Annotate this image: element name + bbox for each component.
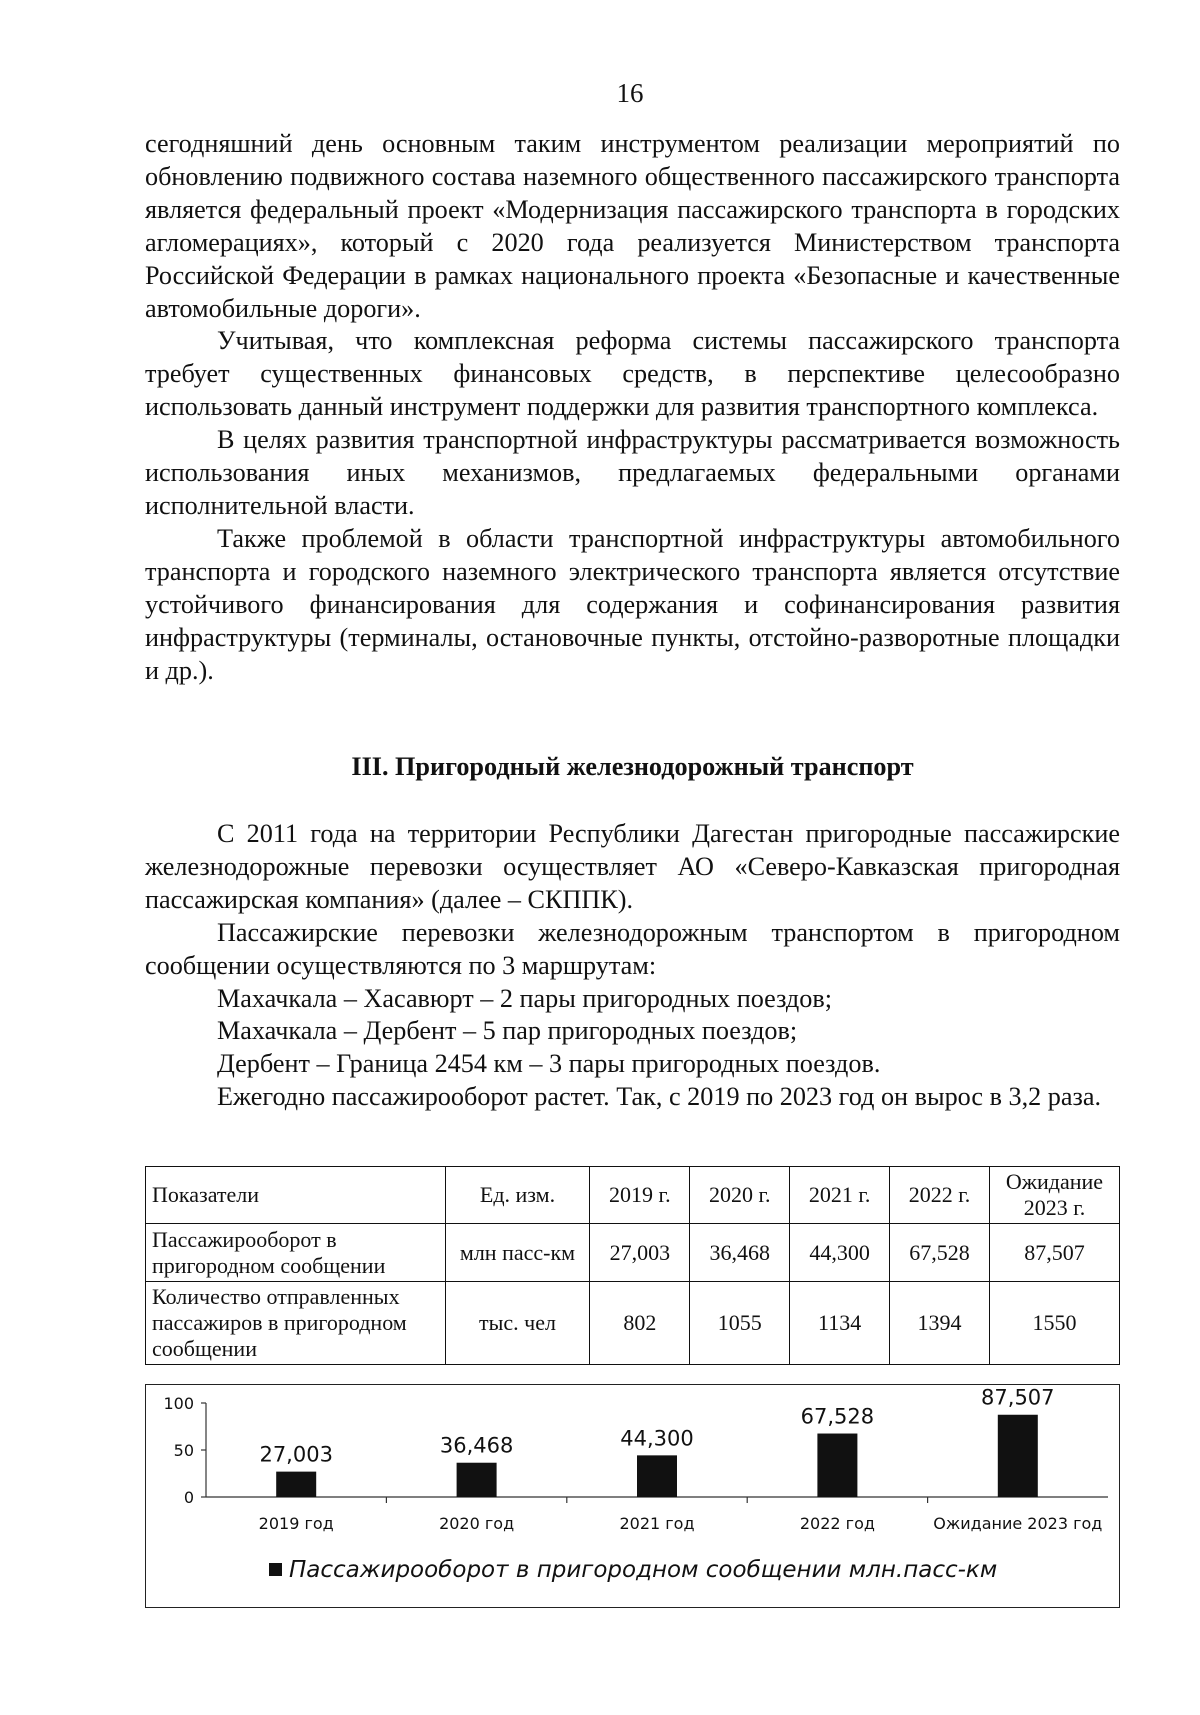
paragraph-mechanisms: В целях развития транспортной инфраструктуры рассматривается возможность использования иных механизмов, предлагаемых федеральными органами исполнительной власти. bbox=[145, 425, 1120, 520]
route-item: Дербент – Граница 2454 км – 3 пары пригородных поездов. bbox=[217, 1049, 881, 1079]
table-cell: тыс. чел bbox=[445, 1282, 590, 1365]
legend-swatch bbox=[269, 1563, 282, 1576]
table-header-cell: Ожидание 2023 г. bbox=[989, 1167, 1119, 1224]
table-cell: млн пасс-км bbox=[445, 1224, 590, 1282]
paragraph-infrastructure: Также проблемой в области транспортной инфраструктуры автомобильного транспорта и городского наземного электрического транспорта является отсутствие устойчивого финансирования для содержания и софинансирования развития инфраструктуры (терминалы, остановочные пункты, отстойно-разворотные площадки и др.). bbox=[145, 523, 1120, 685]
y-tick-label: 100 bbox=[163, 1394, 194, 1413]
route-item: Махачкала – Дербент – 5 пар пригородных поездов; bbox=[217, 1016, 798, 1046]
passenger-table bbox=[145, 1166, 1120, 1365]
section-heading: III. Пригородный железнодорожный транспорт bbox=[351, 752, 914, 781]
bar bbox=[998, 1415, 1038, 1497]
x-tick-label: 2021 год bbox=[619, 1514, 695, 1533]
data-label: 44,300 bbox=[620, 1426, 694, 1451]
table-cell: Пассажирооборот в пригородном сообщении bbox=[146, 1224, 446, 1282]
x-tick-label: 2020 год bbox=[439, 1514, 515, 1533]
table-header-cell: 2020 г. bbox=[690, 1167, 790, 1224]
data-label: 87,507 bbox=[981, 1385, 1055, 1410]
legend-label: Пассажирооборот в пригородном сообщении млн.пасс-км bbox=[289, 1557, 998, 1583]
table-row bbox=[146, 1224, 1120, 1282]
y-tick-label: 50 bbox=[173, 1441, 194, 1460]
bar-chart-svg bbox=[146, 1385, 1119, 1607]
table-cell: 36,468 bbox=[690, 1224, 790, 1282]
data-label: 67,528 bbox=[800, 1404, 875, 1429]
table-header-cell: 2022 г. bbox=[890, 1167, 990, 1224]
x-tick-label: 2019 год bbox=[258, 1514, 334, 1533]
route-item: Махачкала – Хасавюрт – 2 пары пригородных поездов; bbox=[217, 983, 832, 1013]
table-header-cell: 2019 г. bbox=[590, 1167, 690, 1224]
paragraph-routes-intro: Пассажирские перевозки железнодорожным транспортом в пригородном сообщении осуществляются по 3 маршрутам: bbox=[145, 917, 1120, 980]
data-label: 27,003 bbox=[259, 1442, 333, 1467]
table-cell: 802 bbox=[590, 1282, 690, 1365]
x-tick-label: 2022 год bbox=[799, 1514, 875, 1533]
paragraph-operator: С 2011 года на территории Республики Дагестан пригородные пассажирские железнодорожные перевозки осуществляет АО «Северо-Кавказская пригородная пассажирская компания» (далее – СКППК). bbox=[145, 819, 1120, 914]
table-header-cell: Ед. изм. bbox=[445, 1167, 590, 1224]
paragraph-growth: Ежегодно пассажирооборот растет. Так, с 2019 по 2023 год он вырос в 3,2 раза. bbox=[217, 1082, 1102, 1112]
body-text-top bbox=[145, 128, 1120, 687]
x-tick-label: Ожидание 2023 год bbox=[933, 1514, 1103, 1533]
table-cell: Количество отправленных пассажиров в пригородном сообщении bbox=[146, 1282, 446, 1365]
bar bbox=[637, 1455, 677, 1497]
paragraph-reform: Учитывая, что комплексная реформа системы пассажирского транспорта требует существенных финансовых средств, в перспективе целесообразно использовать данный инструмент поддержки для развития транспортного комплекса. bbox=[145, 326, 1120, 422]
table-header-row bbox=[146, 1167, 1120, 1224]
table-cell: 1134 bbox=[790, 1282, 890, 1365]
page-number: 16 bbox=[616, 78, 644, 108]
table-header-cell: 2021 г. bbox=[790, 1167, 890, 1224]
data-label: 36,468 bbox=[439, 1433, 514, 1458]
y-tick-label: 0 bbox=[183, 1488, 194, 1507]
bar bbox=[817, 1434, 857, 1497]
body-text-section bbox=[145, 818, 1120, 1114]
table-cell: 1055 bbox=[690, 1282, 790, 1365]
table-cell: 67,528 bbox=[890, 1224, 990, 1282]
paragraph-continuation: сегодняшний день основным таким инструментом реализации мероприятий по обновлению подвижного состава наземного общественного пассажирского транспорта является федеральный проект «Модернизация пассажирского транспорта в городских агломерациях», который с 2020 года реализуется Министерством транспорта Российской Федерации в рамках национального проекта «Безопасные и качественные автомобильные дороги». bbox=[145, 129, 1120, 323]
bar bbox=[276, 1472, 316, 1497]
bar bbox=[457, 1463, 497, 1497]
passenger-chart bbox=[145, 1384, 1120, 1608]
table-cell: 44,300 bbox=[790, 1224, 890, 1282]
table-cell: 1550 bbox=[989, 1282, 1119, 1365]
table-header-cell: Показатели bbox=[146, 1167, 446, 1224]
table-row bbox=[146, 1282, 1120, 1365]
table-cell: 27,003 bbox=[590, 1224, 690, 1282]
table-cell: 87,507 bbox=[989, 1224, 1119, 1282]
table-cell: 1394 bbox=[890, 1282, 990, 1365]
